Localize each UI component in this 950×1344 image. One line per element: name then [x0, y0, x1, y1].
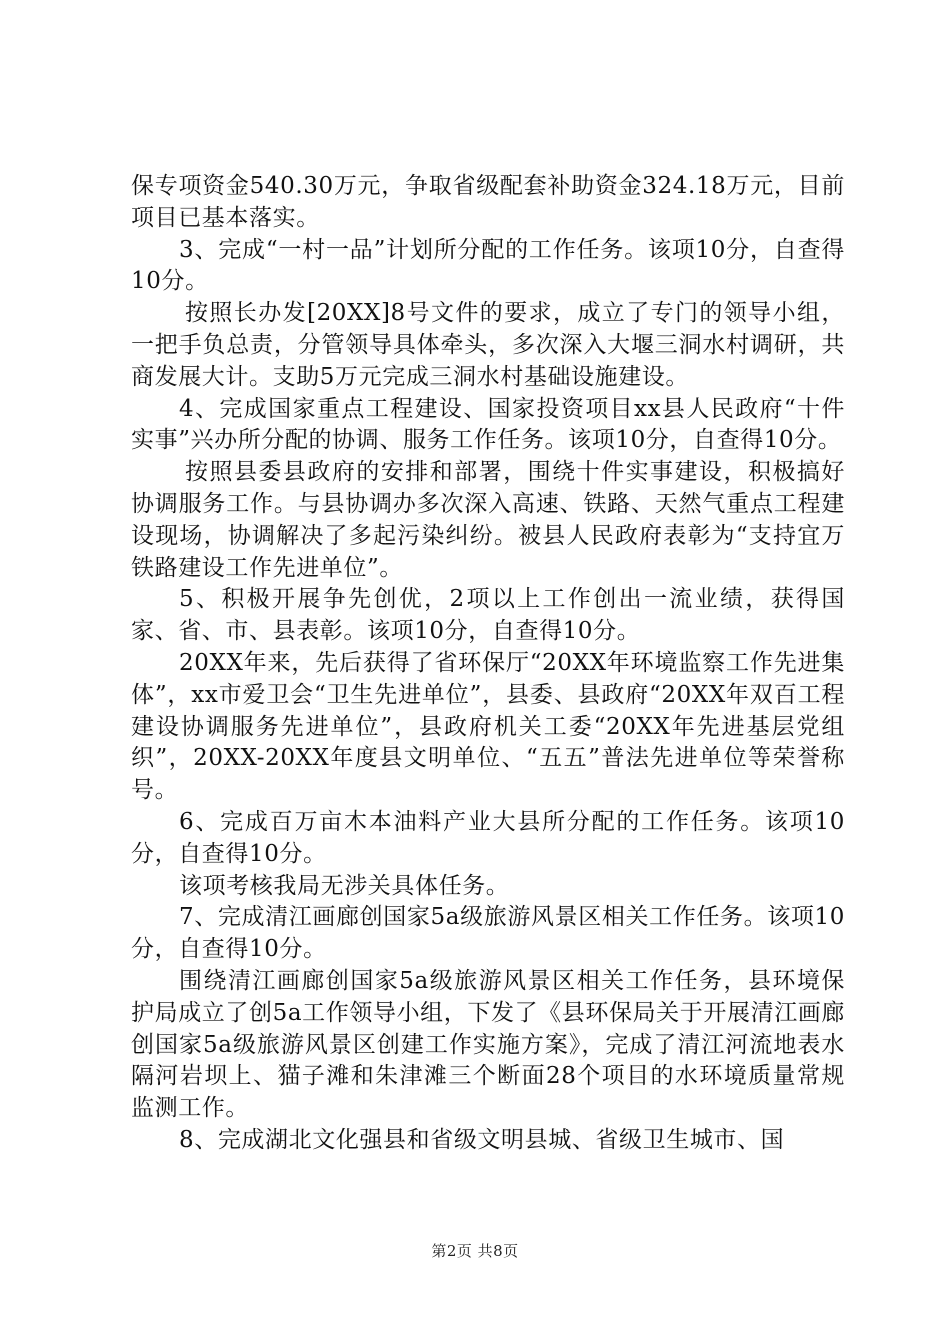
paragraph-item-4-detail: 按照县委县政府的安排和部署，围绕十件实事建设，积极搞好协调服务工作。与县协调办多次深入高速、铁路、天然气重点工程建设现场，协调解决了多起污染纠纷。被县人民政府表彰为“支持宜万铁路建设工作先进单位”。: [131, 459, 845, 581]
paragraph-item-3-detail: 按照长办发[20XX]8号文件的要求，成立了专门的领导小组，一把手负总责，分管领导具体牵头，多次深入大堰三洞水村调研，共商发展大计。支助5万元完成三洞水村基础设施建设。: [131, 300, 845, 390]
paragraph-item-3-heading: 3、完成“一村一品”计划所分配的工作任务。该项10分，自查得10分。: [131, 236, 845, 295]
paragraph-item-7-detail: 围绕清江画廊创国家5a级旅游风景区相关工作任务，县环境保护局成立了创5a工作领导小组，下发了《县环保局关于开展清江画廊创国家5a级旅游风景区创建工作实施方案》，完成了清江河流地表水隔河岩坝上、猫子滩和朱津滩三个断面28个项目的水环境质量常规监测工作。: [131, 967, 845, 1122]
paragraph-item-6-heading: 6、完成百万亩木本油料产业大县所分配的工作任务。该项10分，自查得10分。: [131, 808, 845, 867]
page-footer: [0, 1240, 950, 1261]
paragraph-item-5-heading: 5、积极开展争先创优，2项以上工作创出一流业绩，获得国家、省、市、县表彰。该项10分，自查得10分。: [131, 586, 845, 645]
paragraph-item-7-heading: 7、完成清江画廊创国家5a级旅游风景区相关工作任务。该项10分，自查得10分。: [131, 904, 845, 963]
paragraph-funding-continuation: 保专项资金540.30万元，争取省级配套补助资金324.18万元，目前项目已基本落实。: [131, 173, 845, 231]
paragraph-item-6-detail: 该项考核我局无涉关具体任务。: [179, 872, 510, 899]
document-body: [131, 171, 845, 1157]
paragraph-item-8-heading: 8、完成湖北文化强县和省级文明县城、省级卫生城市、国: [179, 1126, 785, 1153]
page-number: 第2页 共8页: [431, 1242, 519, 1260]
paragraph-item-4-heading: 4、完成国家重点工程建设、国家投资项目xx县人民政府“十件实事”兴办所分配的协调、服务工作任务。该项10分，自查得10分。: [131, 395, 845, 454]
paragraph-item-5-detail: 20XX年来，先后获得了省环保厅“20XX年环境监察工作先进集体”，xx市爱卫会“卫生先进单位”，县委、县政府“20XX年双百工程建设协调服务先进单位”，县政府机关工委“20XX年先进基层党组织”，20XX-20XX年度县文明单位、“五五”普法先进单位等荣誉称号。: [131, 649, 845, 804]
